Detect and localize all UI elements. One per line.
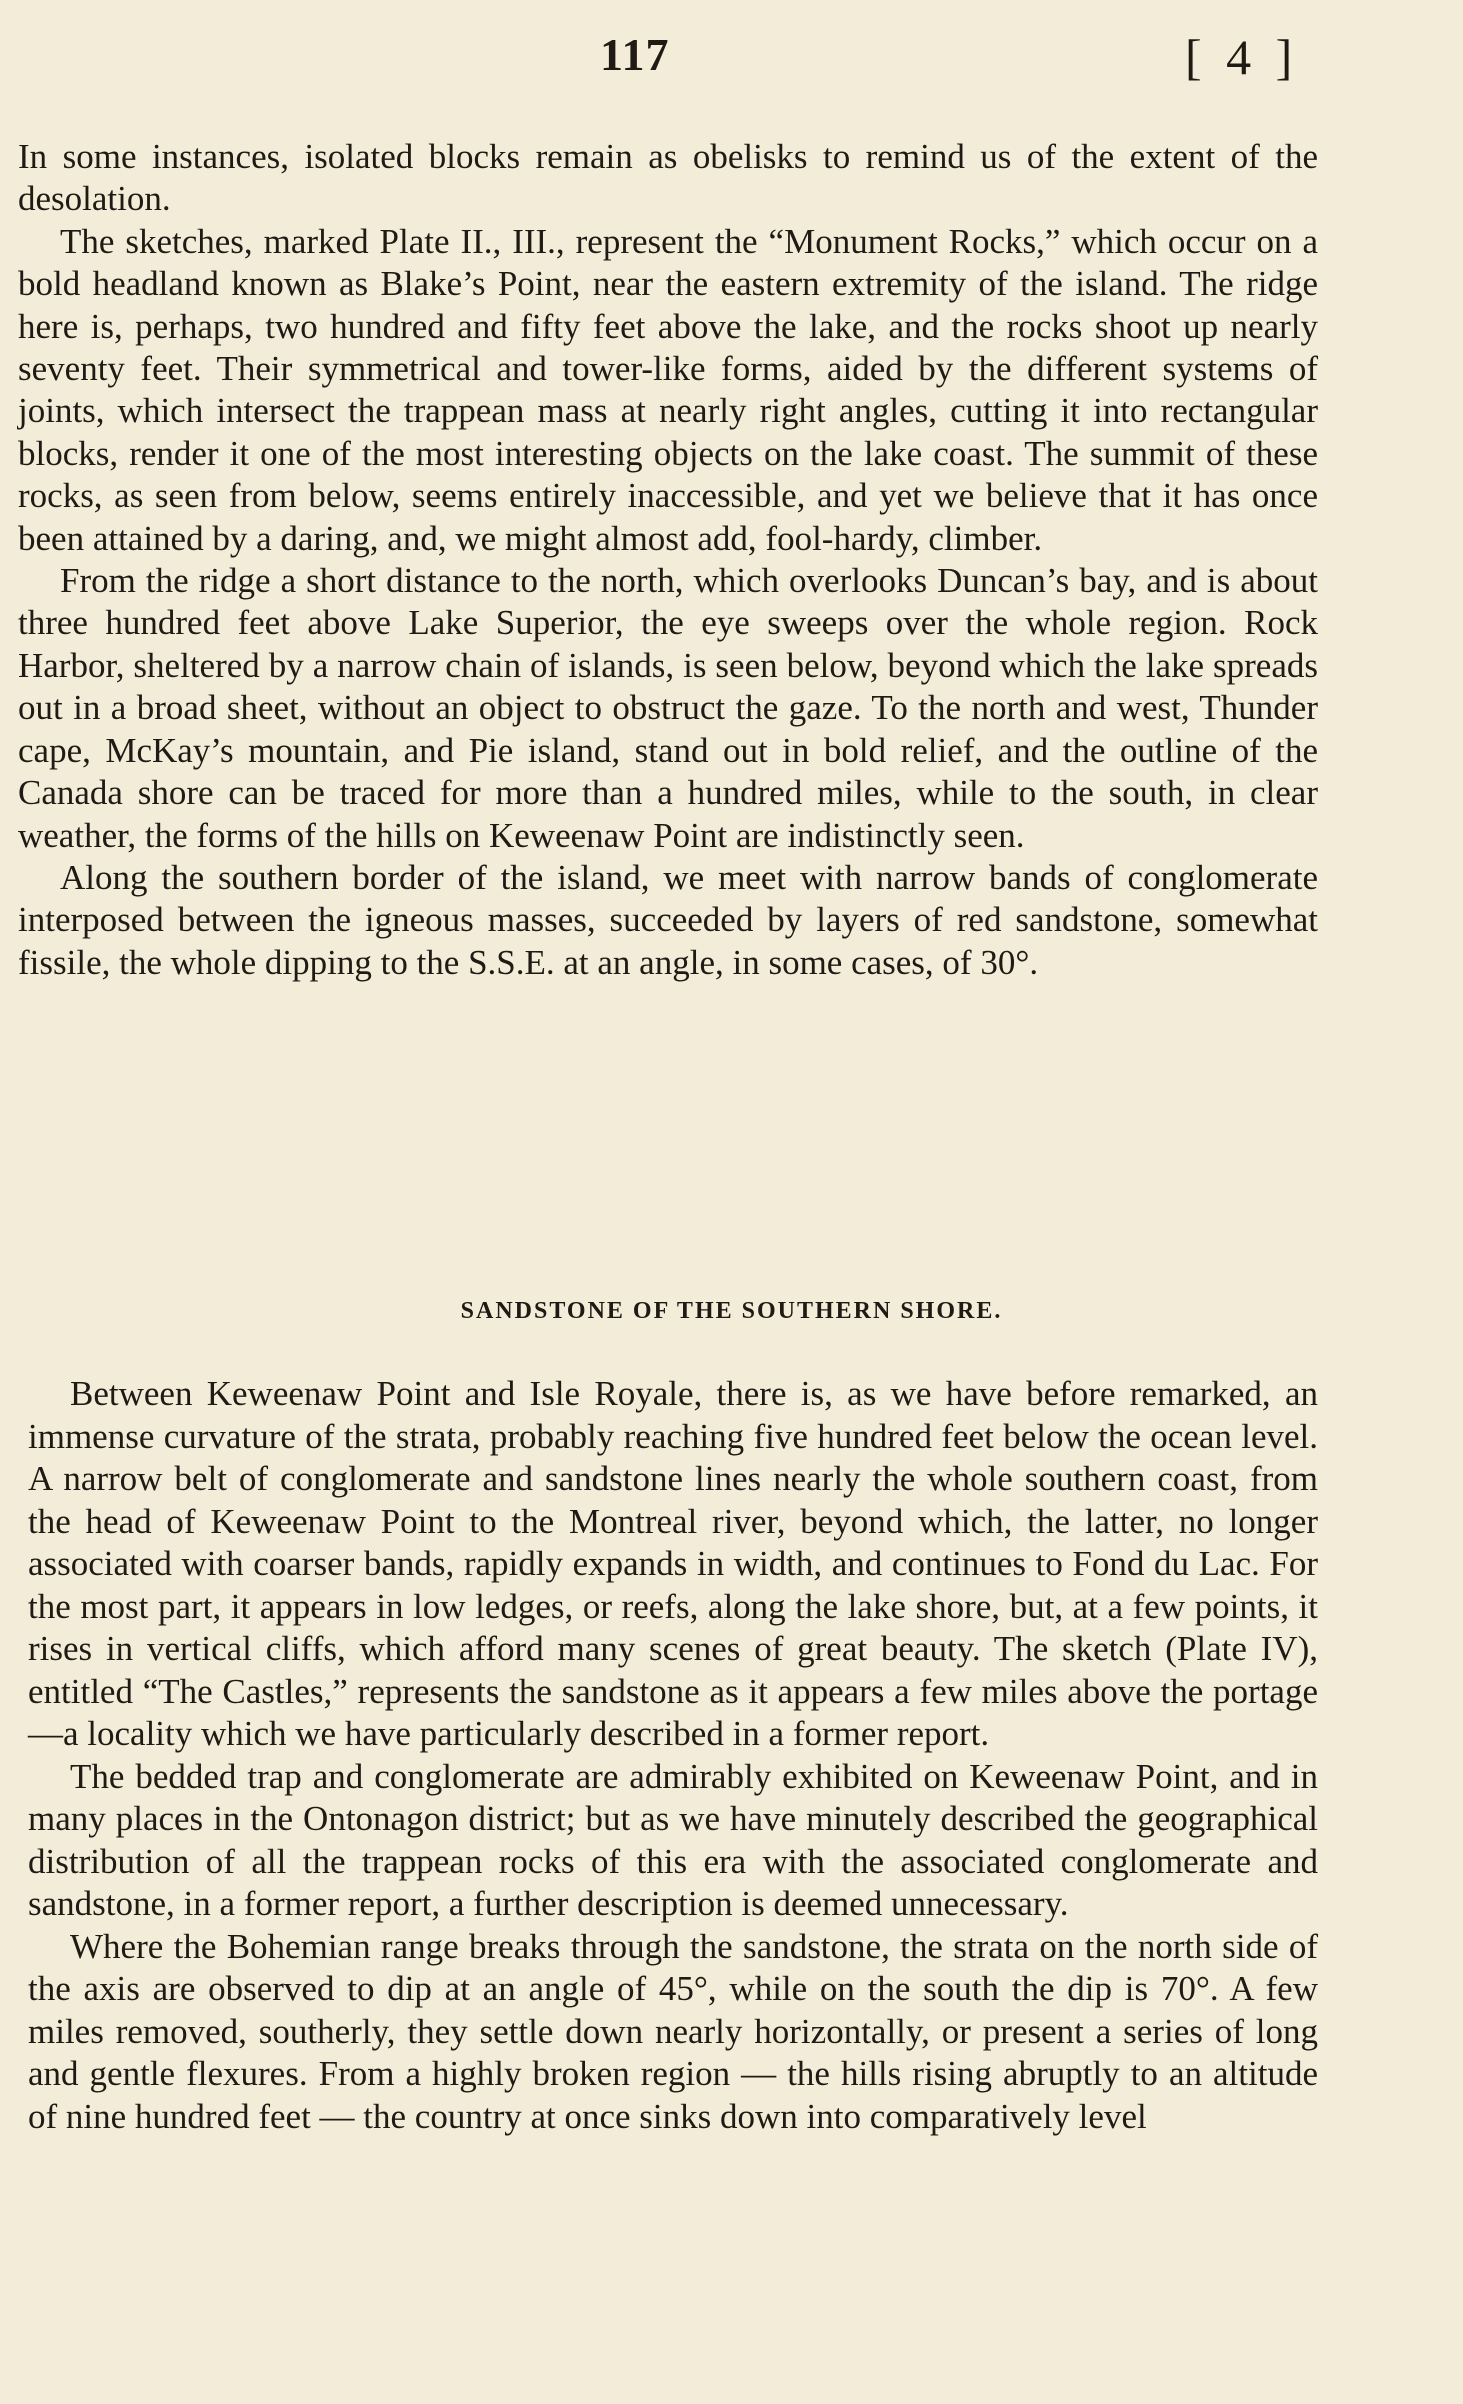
paragraph: Along the southern border of the island, we meet with narrow bands of conglomerate interposed between the igneous masses, succeeded by layers of red sandstone, somewhat fissile, the whole dipping to the S.S.E. at an angle, in some cases, of 30°.	[18, 857, 1318, 982]
intro-text	[18, 136, 1318, 984]
paragraph: Between Keweenaw Point and Isle Royale, there is, as we have before remarked, an immense curvature of the strata, probably reaching five hundred feet below the ocean level. A narrow belt of conglomerate and sandstone lines nearly the whole southern coast, from the head of Keweenaw Point to the Montreal river, beyond which, the latter, no longer associated with coarser bands, rapidly expands in width, and continues to Fond du Lac. For the most part, it appears in low ledges, or reefs, along the lake shore, but, at a few points, it rises in vertical cliffs, which afford many scenes of great beauty. The sketch (Plate IV), entitled “The Castles,” represents the sandstone as it appears a few miles above the portage—a locality which we have particularly described in a former report.	[28, 1374, 1318, 1753]
page-number: 117	[600, 29, 670, 80]
paragraph: Where the Bohemian range breaks through the sandstone, the strata on the north side of the axis are observed to dip at an angle of 45°, while on the south the dip is 70°. A few miles removed, southerly, they settle down nearly horizontally, or present a series of long and gentle flexures. From a highly broken region — the hills rising abruptly to an altitude of nine hundred feet — the country at once sinks down into comparatively level	[28, 1926, 1318, 2136]
paragraph: The sketches, marked Plate II., III., represent the “Monument Rocks,” which occur on a bold headland known as Blake’s Point, near the eastern extremity of the island. The ridge here is, perhaps, two hundred and fifty feet above the lake, and the rocks shoot up nearly seventy feet. Their symmetrical and tower-like forms, aided by the different systems of joints, which intersect the trappean mass at nearly right angles, cutting it into rectangular blocks, render it one of the most interesting objects on the lake coast. The summit of these rocks, as seen from below, seems entirely inaccessible, and yet we believe that it has once been attained by a daring, and, we might almost add, fool-hardy, climber.	[18, 221, 1318, 558]
document-number: [ 4 ]	[1185, 29, 1299, 85]
paragraph: From the ridge a short distance to the north, which overlooks Duncan’s bay, and is about three hundred feet above Lake Superior, the eye sweeps over the whole region. Rock Harbor, sheltered by a narrow chain of islands, is seen below, beyond which the lake spreads out in a broad sheet, without an object to obstruct the gaze. To the north and west, Thunder cape, McKay’s mountain, and Pie island, stand out in bold relief, and the outline of the Canada shore can be traced for more than a hundred miles, while to the south, in clear weather, the forms of the hills on Keweenaw Point are indistinctly seen.	[18, 561, 1318, 855]
section-text	[28, 1373, 1318, 2138]
page-header	[0, 28, 1463, 88]
paragraph: The bedded trap and conglomerate are admirably exhibited on Keweenaw Point, and in many places in the Ontonagon district; but as we have minutely described the geographical distribution of all the trappean rocks of this era with the associated conglomerate and sandstone, in a former report, a further description is deemed unnecessary.	[28, 1756, 1318, 1923]
paragraph: In some instances, isolated blocks remain as obelisks to remind us of the extent of the desolation.	[18, 137, 1318, 219]
section-heading: SANDSTONE OF THE SOUTHERN SHORE.	[460, 1298, 1003, 1324]
